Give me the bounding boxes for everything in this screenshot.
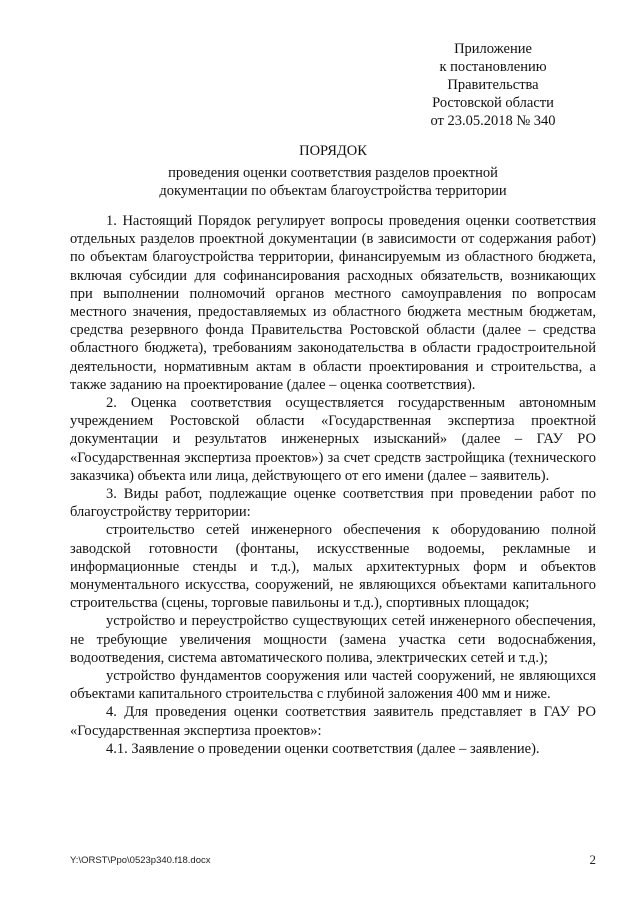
document-body bbox=[70, 212, 596, 758]
subtitle-line: документации по объектам благоустройства территории bbox=[159, 183, 507, 199]
appendix-line: к постановлению bbox=[439, 59, 547, 75]
appendix-header bbox=[400, 40, 586, 130]
subtitle-line: проведения оценки соответствия разделов проектной bbox=[168, 165, 498, 181]
appendix-line: Ростовской области bbox=[432, 95, 554, 111]
document-title: ПОРЯДОК bbox=[299, 143, 367, 159]
list-item-foundations: устройство фундаментов сооружения или частей сооружений, не являющихся объектами капитального строительства с глубиной заложения 400 мм и ниже. bbox=[70, 668, 596, 703]
list-item-reconstruction: устройство и переустройство существующих сетей инженерного обеспечения, не требующие увеличения мощности (замена участка сети водоснабжения, водоотведения, система автоматического полива, электрических сетей и т.д.); bbox=[70, 613, 596, 666]
appendix-line: Правительства bbox=[447, 77, 539, 93]
appendix-line: от 23.05.2018 № 340 bbox=[430, 113, 556, 129]
document-subtitle bbox=[70, 164, 596, 200]
list-item-construction: строительство сетей инженерного обеспечения к оборудованию полной заводской готовности (фонтаны, искусственные водоемы, рекламные и информационные стенды и т.д.), малых архитектурных форм и объектов монументального искусства, сооружений, не являющихся объектами капитального строительства (сцены, торговые павильоны и т.д.), спортивных площадок; bbox=[70, 522, 596, 612]
paragraph-1: 1. Настоящий Порядок регулирует вопросы проведения оценки соответствия отдельных разделов проектной документации (в зависимости от содержания работ) по объектам благоустройства территории, финансируемым из областного бюджета, включая субсидии для софинансирования расходных обязательств, возникающих при выполнении полномочий органов местного самоуправления по вопросам местного значения, предоставляемых из областного бюджета местным бюджетам, средства резервного фонда Правительства Ростовской области (далее – средства областного бюджета), требованиям законодательства в области градостроительной деятельности, нормативным актам в области проектирования и строительства, а также заданию на проектирование (далее – оценка соответствия). bbox=[70, 213, 596, 393]
paragraph-4-1: 4.1. Заявление о проведении оценки соответствия (далее – заявление). bbox=[106, 740, 540, 757]
paragraph-3: 3. Виды работ, подлежащие оценке соответствия при проведении работ по благоустройству территории: bbox=[70, 486, 596, 521]
paragraph-2: 2. Оценка соответствия осуществляется государственным автономным учреждением Ростовской области «Государственная экспертиза проектной документации и результатов инженерных изысканий» (далее – ГАУ РО «Государственная экспертиза проектов») за счет средств застройщика (технического заказчика) объекта или лица, действующего от его имени (далее – заявитель). bbox=[70, 395, 596, 484]
paragraph-4: 4. Для проведения оценки соответствия заявитель представляет в ГАУ РО «Государственная экспертиза проектов»: bbox=[70, 704, 596, 739]
page-number: 2 bbox=[589, 852, 596, 867]
file-path: Y:\ORST\Ppo\0523p340.f18.docx bbox=[70, 855, 211, 866]
appendix-line: Приложение bbox=[454, 41, 532, 57]
